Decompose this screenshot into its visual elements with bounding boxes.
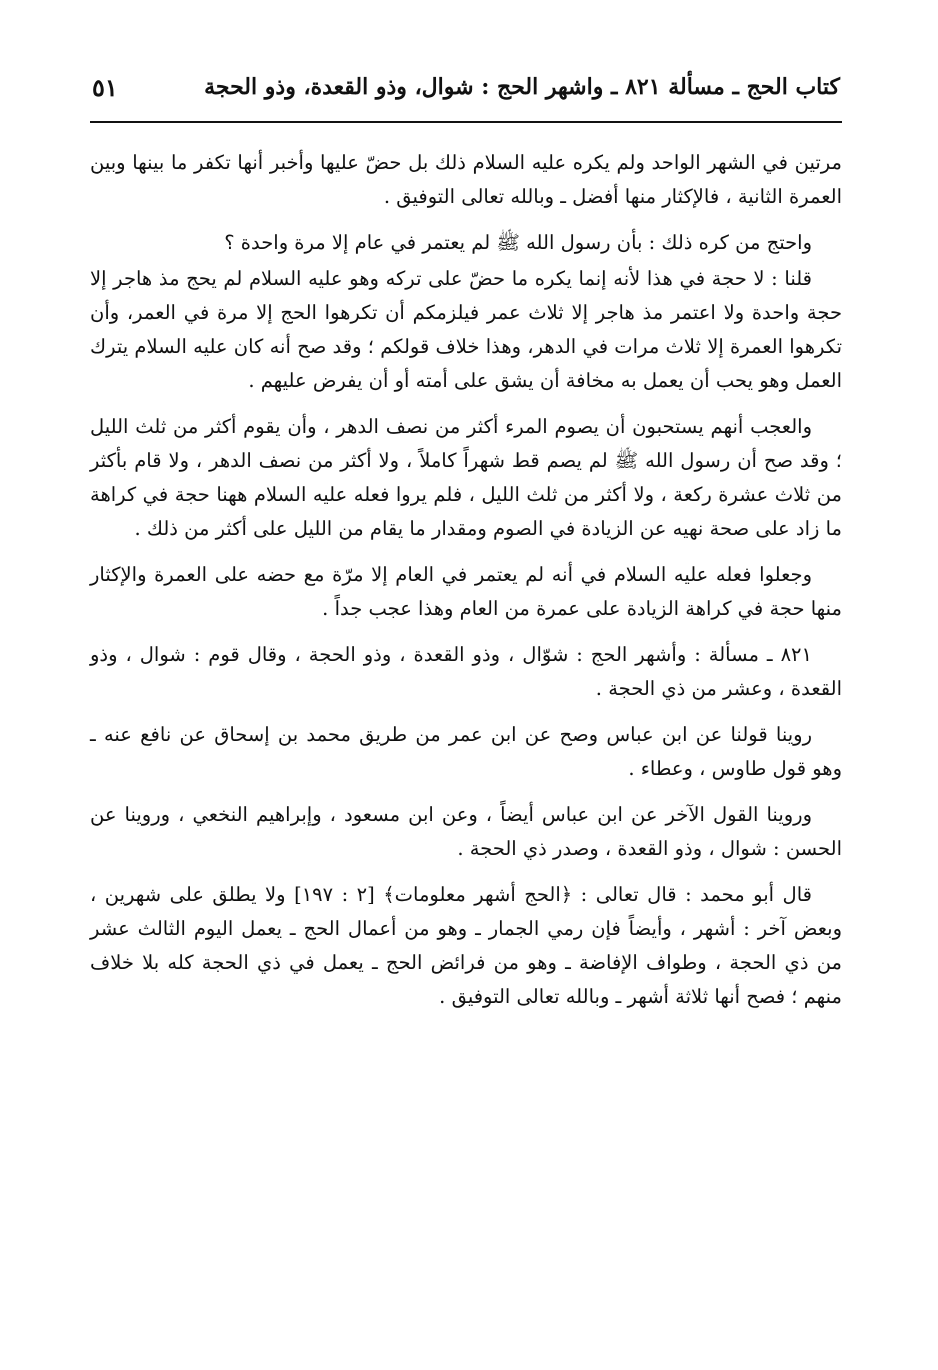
paragraph-3: قلنا : لا حجة في هذا لأنه إنما يكره ما حضّ على تركه وهو عليه السلام لم يحج مذ هاجر إلا حجة واحدة ولا اعتمر مذ هاجر إلا ثلاث عمر فيلزمكم أن تكرهوا الحج إلا مرة في العمر، وأن تكرهوا العمرة إلا ثلاث مرات في الدهر، وهذا خلاف قولكم ؛ وقد صح أنه كان عليه السلام يترك العمل وهو يحب أن يعمل به مخافة أن يشق على أمته أو أن يفرض عليهم . bbox=[90, 267, 842, 392]
paragraph-8: وروينا القول الآخر عن ابن عباس أيضاً ، وعن ابن مسعود ، وإبراهيم النخعي ، وروينا عن الحسن : شوال ، وذو القعدة ، وصدر ذي الحجة . bbox=[90, 803, 842, 860]
running-title: كتاب الحج ـ مسألة ٨٢١ ـ واشهر الحج : شوال، وذو القعدة، وذو الحجة bbox=[204, 74, 840, 100]
page-number: ٥١ bbox=[92, 72, 118, 102]
paragraph-7: روينا قولنا عن ابن عباس وصح عن ابن عمر من طريق محمد بن إسحاق عن نافع عنه ـ وهو قول طاوس ، وعطاء . bbox=[90, 723, 842, 780]
page-header bbox=[92, 64, 840, 110]
paragraph-2: واحتج من كره ذلك : بأن رسول الله ﷺ لم يعتمر في عام إلا مرة واحدة ؟ bbox=[224, 231, 812, 254]
paragraph-9: قال أبو محمد : قال تعالى : ﴿الحج أشهر معلومات﴾ [٢ : ١٩٧] ولا يطلق على شهرين ، وبعض آخر : أشهر ، وأيضاً فإن رمي الجمار ـ وهو من أعمال الحج ـ يعمل اليوم الثالث عشر من ذي الحجة ، وطواف الإفاضة ـ وهو من فرائض الحج ـ يعمل في ذي الحجة كله بلا خلاف منهم ؛ فصح أنها ثلاثة أشهر ـ وبالله تعالى التوفيق . bbox=[90, 883, 842, 1008]
paragraph-5: وجعلوا فعله عليه السلام في أنه لم يعتمر في العام إلا مرّة مع حضه على العمرة والإكثار منها حجة في كراهة الزيادة على عمرة من العام وهذا عجب جداً . bbox=[90, 563, 842, 620]
header-divider bbox=[90, 121, 842, 123]
paragraph-6-masala-821: ٨٢١ ـ مسألة : وأشهر الحج : شوّال ، وذو القعدة ، وذو الحجة ، وقال قوم : شوال ، وذو القعدة ، وعشر من ذي الحجة . bbox=[90, 643, 842, 700]
page-body bbox=[90, 146, 842, 1024]
paragraph-4: والعجب أنهم يستحبون أن يصوم المرء أكثر من نصف الدهر ، وأن يقوم أكثر من ثلث الليل ؛ وقد صح أن رسول الله ﷺ لم يصم قط شهراً كاملاً ، ولا أكثر من نصف الدهر ، ولا قام بأكثر من ثلاث عشرة ركعة ، ولا أكثر من ثلث الليل ، فلم يروا فعله عليه السلام ههنا حجة في كراهة ما زاد على صحة نهيه عن الزيادة في الصوم ومقدار ما يقام من الليل على أكثر من ذلك . bbox=[90, 415, 842, 540]
paragraph-1: مرتين في الشهر الواحد ولم يكره عليه السلام ذلك بل حضّ عليها وأخبر أنها تكفر ما بينها وبين العمرة الثانية ، فالإكثار منها أفضل ـ وبالله تعالى التوفيق . bbox=[90, 151, 842, 208]
